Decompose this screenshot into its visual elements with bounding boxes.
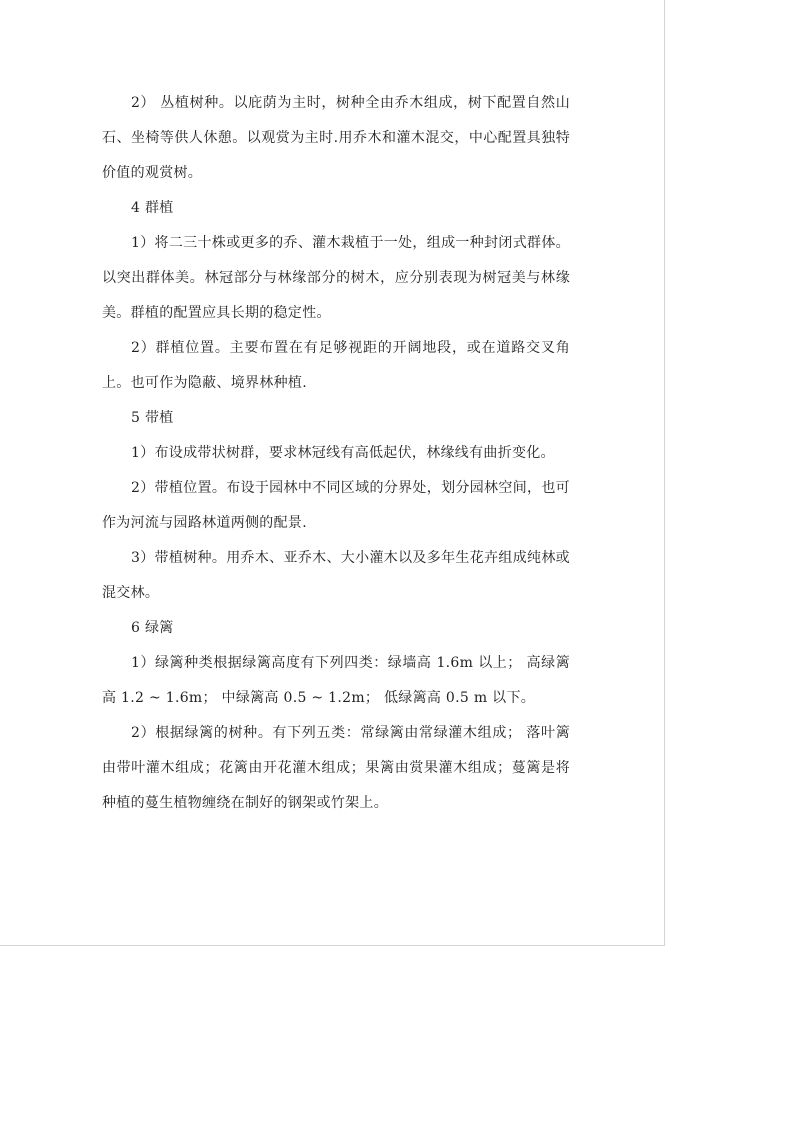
- heading-hedge: 6 绿篱: [131, 620, 174, 636]
- paragraph-group-planting-definition: 1）将二三十株或更多的乔、灌木栽植于一处，组成一种封闭式群体。以突出群体美。林冠部分与林缘部分的树木，应分别表现为树冠美与林缘美。群植的配置应具长期的稳定性。: [102, 235, 570, 321]
- paragraph-belt-planting-definition: 1）布设成带状树群，要求林冠线有高低起伏，林缘线有曲折变化。: [131, 445, 555, 461]
- paragraph-hedge-types-by-species: 2）根据绿篱的树种。有下列五类：常绿篱由常绿灌木组成； 落叶篱由带叶灌木组成；花篱由开花灌木组成；果篱由赏果灌木组成；蔓篱是将种植的蔓生植物缠绕在制好的钢架或竹架上。: [102, 725, 570, 811]
- heading-group-planting: 4 群植: [131, 200, 174, 216]
- page-content: [102, 86, 570, 821]
- paragraph-hedge-types-by-height: 1）绿篱种类根据绿篱高度有下列四类：绿墙高 1.6m 以上； 高绿篱高 1.2 ~ 1.6m； 中绿篱高 0.5 ~ 1.2m； 低绿篱高 0.5 m 以下。: [102, 655, 570, 706]
- paragraph-belt-planting-location: 2）带植位置。布设于园林中不同区域的分界处，划分园林空间，也可作为河流与园路林道两侧的配景.: [102, 480, 570, 531]
- paragraph-group-planting-location: 2）群植位置。主要布置在有足够视距的开阔地段，或在道路交叉角上。也可作为隐蔽、境界林种植.: [102, 340, 570, 391]
- heading-belt-planting: 5 带植: [131, 410, 174, 426]
- paragraph-cluster-planting-species: 2） 丛植树种。以庇荫为主时，树种全由乔木组成，树下配置自然山石、坐椅等供人休憩。以观赏为主时.用乔木和灌木混交，中心配置具独特价值的观赏树。: [102, 95, 570, 181]
- paragraph-belt-planting-species: 3）带植树种。用乔木、亚乔木、大小灌木以及多年生花卉组成纯林或混交林。: [102, 550, 570, 601]
